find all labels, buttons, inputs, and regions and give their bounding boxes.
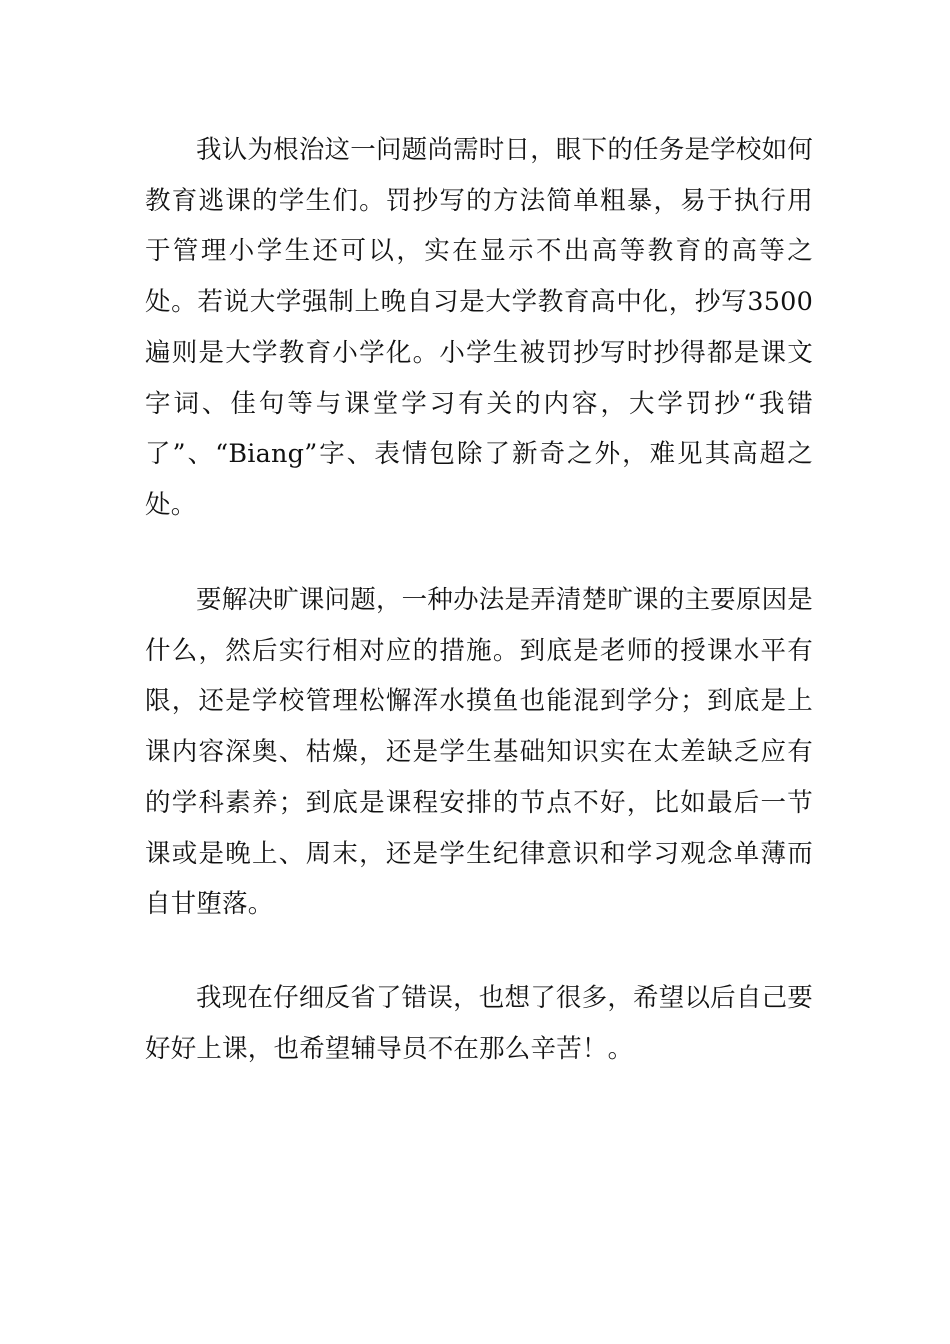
paragraph-3: 我现在仔细反省了错误，也想了很多，希望以后自己要好好上课，也希望辅导员不在那么辛苦！。 (145, 983, 813, 1064)
paragraph-1: 我认为根治这一问题尚需时日，眼下的任务是学校如何教育逃课的学生们。罚抄写的方法简单粗暴，易于执行用于管理小学生还可以，实在显示不出高等教育的高等之处。若说大学强制上晚自习是大学教育高中化，抄写3500遍则是大学教育小学化。小学生被罚抄写时抄得都是课文字词、佳句等与课堂学习有关的内容，大学罚抄“我错了”、“Biang”字、表情包除了新奇之外，难见其高超之处。 (145, 135, 813, 520)
paragraph-2: 要解决旷课问题，一种办法是弄清楚旷课的主要原因是什么，然后实行相对应的措施。到底是老师的授课水平有限，还是学校管理松懈浑水摸鱼也能混到学分；到底是上课内容深奥、枯燥，还是学生基础知识实在太差缺乏应有的学科素养；到底是课程安排的节点不好，比如最后一节课或是晚上、周末，还是学生纪律意识和学习观念单薄而自甘堕落。 (145, 585, 813, 920)
